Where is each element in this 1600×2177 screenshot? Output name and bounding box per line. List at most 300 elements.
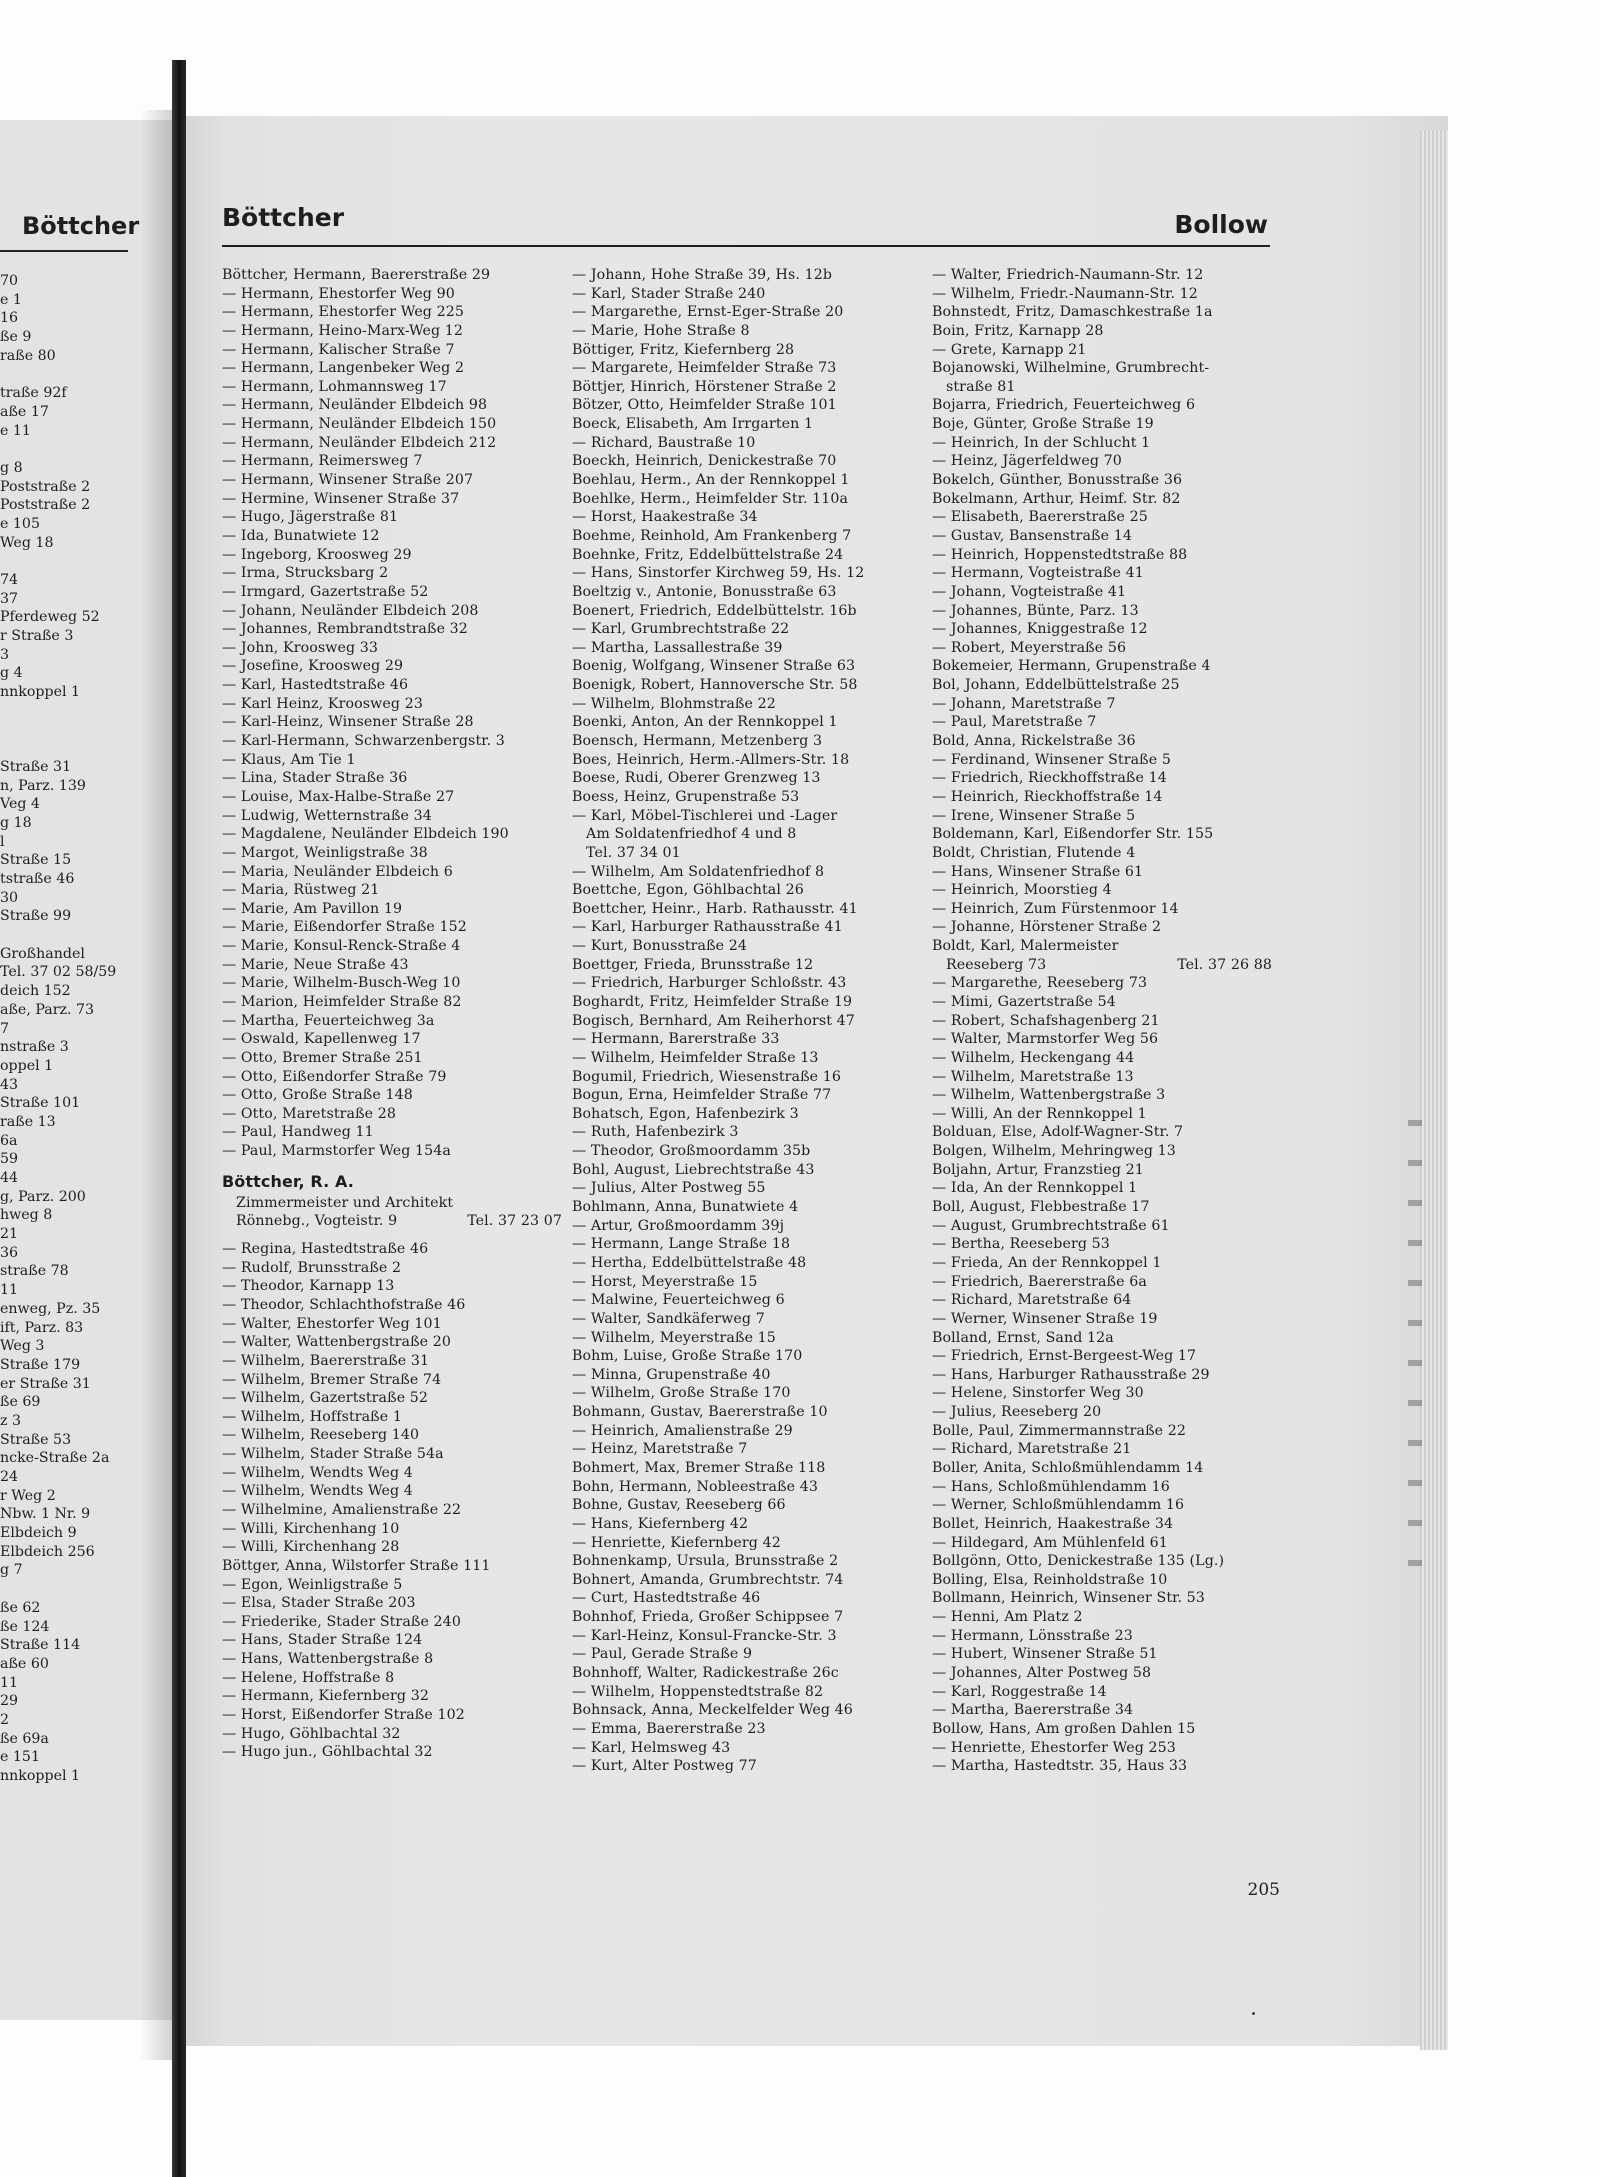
entry-text: — Richard, Baustraße 10	[572, 434, 756, 451]
directory-entry	[932, 956, 1272, 975]
directory-entry	[932, 527, 1272, 546]
directory-entry	[572, 1329, 912, 1348]
directory-entry	[222, 546, 562, 565]
directory-entry	[572, 657, 912, 676]
entry-text: Boenig, Wolfgang, Winsener Straße 63	[572, 658, 856, 675]
entry-text: — Wilhelm, Hoppenstedtstraße 82	[572, 1683, 824, 1700]
entry-text: — Egon, Weinligstraße 5	[222, 1576, 403, 1593]
left-page-line: Elbdeich 256	[0, 1543, 95, 1560]
entry-text: — Paul, Maretstraße 7	[932, 714, 1097, 731]
directory-entry	[572, 769, 912, 788]
left-page-line	[0, 739, 138, 758]
directory-entry	[932, 769, 1272, 788]
directory-entry	[222, 266, 562, 285]
entry-text: — Karl, Roggestraße 14	[932, 1683, 1107, 1700]
directory-entry	[932, 1217, 1272, 1236]
entry-text: — Wilhelm, Wendts Weg 4	[222, 1483, 413, 1500]
entry-text: — Hermann, Kiefernberg 32	[222, 1688, 429, 1705]
directory-entry	[932, 452, 1272, 471]
entry-text: — Josefine, Kroosweg 29	[222, 658, 404, 675]
directory-entry	[572, 900, 912, 919]
directory-entry	[222, 1613, 562, 1632]
directory-entry	[932, 1347, 1272, 1366]
entry-text: — Wilhelm, Meyerstraße 15	[572, 1329, 776, 1346]
entry-text: — Bertha, Reeseberg 53	[932, 1236, 1110, 1253]
directory-entry	[572, 322, 912, 341]
entry-text: Boes, Heinrich, Herm.-Allmers-Str. 18	[572, 751, 850, 768]
entry-text: — John, Kroosweg 33	[222, 639, 379, 656]
entry-text: — Margot, Weinligstraße 38	[222, 844, 428, 861]
directory-entry	[222, 1315, 562, 1334]
directory-entry	[932, 583, 1272, 602]
directory-entry	[932, 1086, 1272, 1105]
entry-text: — Hermann, Winsener Straße 207	[222, 472, 474, 489]
directory-entry	[222, 713, 562, 732]
directory-entry	[222, 434, 562, 453]
directory-entry	[222, 602, 562, 621]
directory-entry	[222, 527, 562, 546]
entry-text: Bogisch, Bernhard, Am Reiherhorst 47	[572, 1012, 855, 1029]
left-page-line: Straße 31	[0, 758, 72, 775]
directory-entry	[222, 341, 562, 360]
entry-text: — Kurt, Alter Postweg 77	[572, 1758, 757, 1775]
directory-entry	[222, 1538, 562, 1557]
entry-text: — Marie, Neue Straße 43	[222, 956, 409, 973]
left-page-line: ße 62	[0, 1599, 41, 1616]
entry-text: — Richard, Maretstraße 21	[932, 1441, 1132, 1458]
directory-entry	[572, 1142, 912, 1161]
directory-entry	[932, 322, 1272, 341]
directory-entry	[932, 1198, 1272, 1217]
entry-text: — Irene, Winsener Straße 5	[932, 807, 1136, 824]
entry-text: Boin, Fritz, Karnapp 28	[932, 322, 1104, 339]
directory-entry	[572, 732, 912, 751]
entry-text: — Wilhelm, Heckengang 44	[932, 1049, 1135, 1066]
directory-entry	[932, 1645, 1272, 1664]
directory-entry	[222, 1259, 562, 1278]
left-page-line: Tel. 37 02 58/59	[0, 964, 117, 981]
directory-entry	[572, 583, 912, 602]
entry-text: — Marie, Konsul-Renck-Straße 4	[222, 938, 461, 955]
entry-text: — Hermann, Neuländer Elbdeich 212	[222, 434, 497, 451]
directory-entry	[932, 1123, 1272, 1142]
left-page-lines	[0, 272, 138, 1786]
entry-text: Bohmann, Gustav, Baererstraße 10	[572, 1404, 828, 1421]
left-page-line	[0, 552, 138, 571]
directory-entry	[932, 1757, 1272, 1776]
directory-entry	[572, 1161, 912, 1180]
entry-text: — Willi, Kirchenhang 28	[222, 1539, 400, 1556]
directory-entry	[932, 359, 1272, 378]
directory-entry	[572, 937, 912, 956]
entry-text: — Ludwig, Wetternstraße 34	[222, 807, 432, 824]
entry-text: — Theodor, Schlachthofstraße 46	[222, 1296, 466, 1313]
entry-text: — Karl-Heinz, Konsul-Francke-Str. 3	[572, 1627, 837, 1644]
entry-text: — Walter, Sandkäferweg 7	[572, 1310, 765, 1327]
entry-text: — Otto, Maretstraße 28	[222, 1105, 397, 1122]
entry-text: — Karl, Möbel-Tischlerei und -Lager	[572, 807, 838, 824]
directory-column-1	[222, 266, 562, 1762]
directory-entry	[222, 1520, 562, 1539]
directory-entry	[222, 1105, 562, 1124]
entry-text: — Wilhelm, Gazertstraße 52	[222, 1390, 429, 1407]
directory-entry	[932, 1552, 1272, 1571]
left-page-line: 37	[0, 590, 19, 607]
left-page-line: 30	[0, 889, 19, 906]
directory-entry	[572, 1496, 912, 1515]
entry-text: — Irma, Strucksbarg 2	[222, 565, 389, 582]
directory-entry	[572, 1757, 912, 1776]
directory-entry	[572, 1403, 912, 1422]
left-page-line: raße 80	[0, 347, 56, 364]
left-page-line: ße 124	[0, 1618, 50, 1635]
directory-entry	[932, 1068, 1272, 1087]
directory-entry	[572, 1645, 912, 1664]
directory-entry	[932, 1142, 1272, 1161]
directory-entry	[572, 434, 912, 453]
directory-entry	[932, 1030, 1272, 1049]
entry-text: — Johannes, Kniggestraße 12	[932, 621, 1148, 638]
entry-text: — Hermann, Neuländer Elbdeich 150	[222, 416, 497, 433]
entry-text: — Heinrich, Amalienstraße 29	[572, 1422, 793, 1439]
left-page-line: 70	[0, 273, 19, 289]
left-page-line: 2	[0, 1711, 10, 1728]
left-page-line: Poststraße 2	[0, 478, 91, 495]
left-page-line: e 105	[0, 515, 40, 532]
entry-text: Boenki, Anton, An der Rennkoppel 1	[572, 714, 838, 731]
entry-text: — Werner, Schloßmühlendamm 16	[932, 1497, 1185, 1514]
directory-entry	[932, 676, 1272, 695]
directory-entry	[572, 1683, 912, 1702]
entry-text: Bollet, Heinrich, Haakestraße 34	[932, 1515, 1174, 1532]
directory-entry	[932, 490, 1272, 509]
left-page-line: Großhandel	[0, 945, 85, 962]
directory-entry	[932, 713, 1272, 732]
entry-text: — Hans, Kiefernberg 42	[572, 1515, 749, 1532]
directory-entry	[932, 1459, 1272, 1478]
entry-text: — Hans, Sinstorfer Kirchweg 59, Hs. 12	[572, 565, 865, 582]
left-page-line: raße 13	[0, 1113, 56, 1130]
entry-text: — Frieda, An der Rennkoppel 1	[932, 1254, 1162, 1271]
entry-text: — Wilhelm, Reeseberg 140	[222, 1427, 420, 1444]
entry-text: — Willi, Kirchenhang 10	[222, 1520, 400, 1537]
left-page-line: ße 69	[0, 1394, 41, 1411]
entry-text: — Louise, Max-Halbe-Straße 27	[222, 788, 455, 805]
entry-text: — Karl-Heinz, Winsener Straße 28	[222, 714, 474, 731]
directory-entry	[222, 695, 562, 714]
entry-text: — Wilhelm, Friedr.-Naumann-Str. 12	[932, 285, 1198, 302]
directory-entry	[222, 359, 562, 378]
entry-text: Boeckh, Heinrich, Denickestraße 70	[572, 453, 837, 470]
left-page-line: l	[0, 833, 5, 850]
entry-text: — Werner, Winsener Straße 19	[932, 1310, 1158, 1327]
entry-text: Boghardt, Fritz, Heimfelder Straße 19	[572, 993, 853, 1010]
left-page-line: nnkoppel 1	[0, 1768, 81, 1784]
entry-text: — Johanne, Hörstener Straße 2	[932, 919, 1162, 936]
entry-text: — Grete, Karnapp 21	[932, 341, 1087, 358]
directory-entry	[572, 1478, 912, 1497]
entry-text: — Hans, Wattenbergstraße 8	[222, 1651, 434, 1668]
entry-text: — Richard, Maretstraße 64	[932, 1292, 1132, 1309]
entry-text: — Hans, Schloßmühlendamm 16	[932, 1478, 1170, 1495]
directory-entry	[932, 341, 1272, 360]
entry-text: — Klaus, Am Tie 1	[222, 751, 356, 768]
left-page-line: Nbw. 1 Nr. 9	[0, 1506, 91, 1523]
directory-entry	[572, 1068, 912, 1087]
left-page-line: g 7	[0, 1562, 23, 1579]
directory-entry	[932, 974, 1272, 993]
entry-text: — Hans, Stader Straße 124	[222, 1632, 423, 1649]
directory-entry	[932, 657, 1272, 676]
directory-entry	[932, 751, 1272, 770]
directory-entry	[222, 1212, 562, 1231]
entry-text: Tel. 37 34 01	[586, 844, 681, 861]
directory-entry	[222, 863, 562, 882]
directory-entry	[222, 1277, 562, 1296]
left-page-line: g, Parz. 200	[0, 1188, 86, 1205]
entry-text: — Theodor, Großmoordamm 35b	[572, 1143, 811, 1160]
entry-text: — Rudolf, Brunsstraße 2	[222, 1259, 402, 1276]
directory-entry	[222, 974, 562, 993]
entry-text: Bohm, Luise, Große Straße 170	[572, 1348, 803, 1365]
entry-text: — Lina, Stader Straße 36	[222, 770, 408, 787]
directory-entry	[572, 527, 912, 546]
left-page-line	[0, 440, 138, 459]
left-page-line: Weg 3	[0, 1338, 45, 1355]
margin-marks	[1408, 1120, 1422, 1570]
directory-entry	[222, 881, 562, 900]
entry-text: — Julius, Alter Postweg 55	[572, 1180, 766, 1197]
directory-entry	[932, 1515, 1272, 1534]
directory-entry	[932, 1683, 1272, 1702]
entry-text: — Willi, An der Rennkoppel 1	[932, 1105, 1147, 1122]
entry-text: Zimmermeister und Architekt	[236, 1194, 454, 1211]
entry-text: — Karl, Stader Straße 240	[572, 285, 766, 302]
left-page-line: aße 17	[0, 403, 49, 420]
left-page-line: Straße 53	[0, 1431, 72, 1448]
directory-entry	[932, 1179, 1272, 1198]
directory-entry	[932, 1105, 1272, 1124]
running-head-right: Bollow	[1174, 210, 1268, 239]
entry-text: — Hubert, Winsener Straße 51	[932, 1646, 1158, 1663]
entry-text: — Walter, Friedrich-Naumann-Str. 12	[932, 267, 1204, 283]
directory-entry	[932, 546, 1272, 565]
directory-entry	[572, 490, 912, 509]
entry-text: — Margarete, Heimfelder Straße 73	[572, 360, 837, 377]
entry-text: Bokelch, Günther, Bonusstraße 36	[932, 472, 1183, 489]
directory-entry	[572, 1310, 912, 1329]
entry-text: Boje, Günter, Große Straße 19	[932, 416, 1154, 433]
entry-text: Boehlau, Herm., An der Rennkoppel 1	[572, 472, 850, 489]
entry-text: — Oswald, Kapellenweg 17	[222, 1031, 421, 1048]
left-page-line: n, Parz. 139	[0, 777, 86, 794]
spacer	[222, 1161, 562, 1170]
entry-text: Boldt, Karl, Malermeister	[932, 938, 1119, 955]
directory-column-3	[932, 266, 1272, 1776]
directory-entry	[222, 1086, 562, 1105]
entry-text: — Henriette, Kiefernberg 42	[572, 1534, 781, 1551]
directory-entry	[572, 1012, 912, 1031]
entry-text: — Walter, Wattenbergstraße 20	[222, 1334, 452, 1351]
directory-entry	[932, 788, 1272, 807]
directory-entry	[222, 900, 562, 919]
directory-entry	[932, 602, 1272, 621]
entry-text: — Martha, Baererstraße 34	[932, 1702, 1134, 1719]
left-page-line: 43	[0, 1076, 19, 1093]
spacer	[222, 1231, 562, 1240]
left-page-line: ße 9	[0, 329, 32, 346]
entry-text: Bogumil, Friedrich, Wiesenstraße 16	[572, 1068, 842, 1085]
directory-entry	[222, 303, 562, 322]
entry-text: — Karl, Helmsweg 43	[572, 1739, 731, 1756]
entry-text: — Marie, Eißendorfer Straße 152	[222, 919, 467, 936]
directory-entry	[222, 1669, 562, 1688]
entry-text: — Ingeborg, Kroosweg 29	[222, 546, 412, 563]
directory-entry	[222, 1631, 562, 1650]
directory-entry	[222, 1030, 562, 1049]
entry-text: — Margarethe, Reeseberg 73	[932, 975, 1148, 992]
entry-text: Boess, Heinz, Grupenstraße 53	[572, 788, 800, 805]
directory-entry	[572, 1384, 912, 1403]
directory-entry	[572, 1049, 912, 1068]
directory-entry	[932, 1403, 1272, 1422]
left-page-line: r Straße 3	[0, 628, 74, 645]
entry-text: Bollow, Hans, Am großen Dahlen 15	[932, 1720, 1196, 1737]
left-page-line: 6a	[0, 1132, 18, 1149]
entry-text: — Hugo, Göhlbachtal 32	[222, 1725, 401, 1742]
left-page-line: 36	[0, 1244, 19, 1261]
entry-text: Boehme, Reinhold, Am Frankenberg 7	[572, 527, 852, 544]
directory-entry	[222, 1333, 562, 1352]
entry-text: — Curt, Hastedtstraße 46	[572, 1590, 761, 1607]
directory-entry	[222, 415, 562, 434]
entry-text: Bötzer, Otto, Heimfelder Straße 101	[572, 397, 837, 414]
directory-entry	[932, 1366, 1272, 1385]
directory-entry	[222, 657, 562, 676]
entry-text: Bold, Anna, Rickelstraße 36	[932, 733, 1136, 750]
left-page-header: Böttcher	[22, 212, 140, 240]
entry-text: Reeseberg 73	[946, 956, 1047, 973]
entry-text: — Ida, An der Rennkoppel 1	[932, 1180, 1138, 1197]
entry-telephone: Tel. 37 23 07	[467, 1213, 562, 1230]
directory-entry	[932, 1422, 1272, 1441]
directory-entry	[222, 1557, 562, 1576]
entry-text: — Maria, Rüstweg 21	[222, 882, 380, 899]
entry-text: Bohne, Gustav, Reeseberg 66	[572, 1497, 786, 1514]
directory-entry	[222, 769, 562, 788]
directory-entry	[932, 1589, 1272, 1608]
directory-entry	[572, 396, 912, 415]
left-page-rule	[0, 250, 128, 252]
entry-text: — Hermann, Ehestorfer Weg 90	[222, 285, 455, 302]
directory-entry	[222, 471, 562, 490]
directory-entry	[572, 825, 912, 844]
left-page-line: 44	[0, 1170, 19, 1186]
directory-entry	[572, 1198, 912, 1217]
entry-text: straße 81	[946, 378, 1016, 395]
entry-text: Boll, August, Flebbestraße 17	[932, 1199, 1150, 1216]
left-page-line: 3	[0, 646, 10, 663]
running-head-left: Böttcher	[222, 203, 345, 232]
entry-text: — Paul, Marmstorfer Weg 154a	[222, 1143, 451, 1160]
entry-text: — Martha, Feuerteichweg 3a	[222, 1012, 435, 1029]
directory-entry	[572, 452, 912, 471]
entry-text: Boldt, Christian, Flutende 4	[932, 844, 1136, 861]
directory-entry	[932, 1161, 1272, 1180]
entry-text: Bolle, Paul, Zimmermannstraße 22	[932, 1422, 1187, 1439]
entry-text: — Wilhelm, Große Straße 170	[572, 1385, 791, 1402]
entry-text: — Friedrich, Baererstraße 6a	[932, 1273, 1147, 1290]
directory-entry	[222, 490, 562, 509]
directory-entry	[222, 1687, 562, 1706]
entry-text: Boettger, Frieda, Brunsstraße 12	[572, 956, 814, 973]
entry-text: Bohmert, Max, Bremer Straße 118	[572, 1460, 826, 1476]
entry-text: — Malwine, Feuerteichweg 6	[572, 1292, 785, 1309]
directory-entry	[572, 1589, 912, 1608]
left-page-line: 29	[0, 1693, 19, 1710]
directory-entry	[222, 956, 562, 975]
directory-entry	[572, 285, 912, 304]
entry-text: — Otto, Bremer Straße 251	[222, 1049, 423, 1066]
entry-text: — Heinrich, Rieckhoffstraße 14	[932, 788, 1163, 805]
directory-entry	[932, 1291, 1272, 1310]
directory-entry	[222, 1142, 562, 1161]
entry-text: — Wilhelm, Maretstraße 13	[932, 1068, 1134, 1085]
entry-text: — Horst, Meyerstraße 15	[572, 1273, 758, 1290]
entry-text: — Walter, Marmstorfer Weg 56	[932, 1031, 1159, 1048]
entry-text: Bolland, Ernst, Sand 12a	[932, 1329, 1114, 1346]
entry-text: — Wilhelmine, Amalienstraße 22	[222, 1502, 462, 1518]
entry-text: — Wilhelm, Am Soldatenfriedhof 8	[572, 863, 825, 880]
entry-text: Boenert, Friedrich, Eddelbüttelstr. 16b	[572, 602, 857, 619]
entry-text: — Ruth, Hafenbezirk 3	[572, 1124, 739, 1141]
directory-entry	[222, 1706, 562, 1725]
left-page-line: ncke-Straße 2a	[0, 1450, 110, 1467]
directory-entry	[572, 1273, 912, 1292]
entry-text: — Elsa, Stader Straße 203	[222, 1595, 416, 1612]
directory-entry	[572, 1720, 912, 1739]
entry-text: Bolduan, Else, Adolf-Wagner-Str. 7	[932, 1124, 1184, 1141]
left-page-line: z 3	[0, 1412, 22, 1429]
entry-text: — Gustav, Bansenstraße 14	[932, 527, 1132, 544]
directory-entry	[222, 676, 562, 695]
entry-text: — Ida, Bunatwiete 12	[222, 527, 380, 544]
directory-entry	[932, 1608, 1272, 1627]
left-page-line: Straße 114	[0, 1637, 81, 1654]
entry-text: — Wilhelm, Baererstraße 31	[222, 1352, 430, 1369]
left-page-line: 11	[0, 1282, 19, 1299]
directory-entry	[222, 1482, 562, 1501]
directory-entry	[572, 1086, 912, 1105]
directory-entry	[932, 1534, 1272, 1553]
left-page-line: Veg 4	[0, 796, 40, 813]
entry-text: — Hildegard, Am Mühlenfeld 61	[932, 1534, 1168, 1551]
directory-entry	[932, 807, 1272, 826]
entry-text: — Karl, Grumbrechtstraße 22	[572, 621, 790, 638]
directory-entry	[572, 1217, 912, 1236]
directory-entry	[932, 1627, 1272, 1646]
directory-entry	[932, 1496, 1272, 1515]
entry-text: Bohlmann, Anna, Bunatwiete 4	[572, 1199, 799, 1216]
entry-text: — Hugo jun., Göhlbachtal 32	[222, 1744, 433, 1761]
entry-text: — Ferdinand, Winsener Straße 5	[932, 751, 1171, 768]
left-page-line: nstraße 3	[0, 1039, 69, 1056]
entry-text: — Marion, Heimfelder Straße 82	[222, 993, 462, 1010]
entry-text: Rönnebg., Vogteistr. 9	[236, 1213, 398, 1230]
entry-text: — Friedrich, Rieckhoffstraße 14	[932, 770, 1167, 787]
directory-entry	[932, 1440, 1272, 1459]
directory-entry	[932, 471, 1272, 490]
